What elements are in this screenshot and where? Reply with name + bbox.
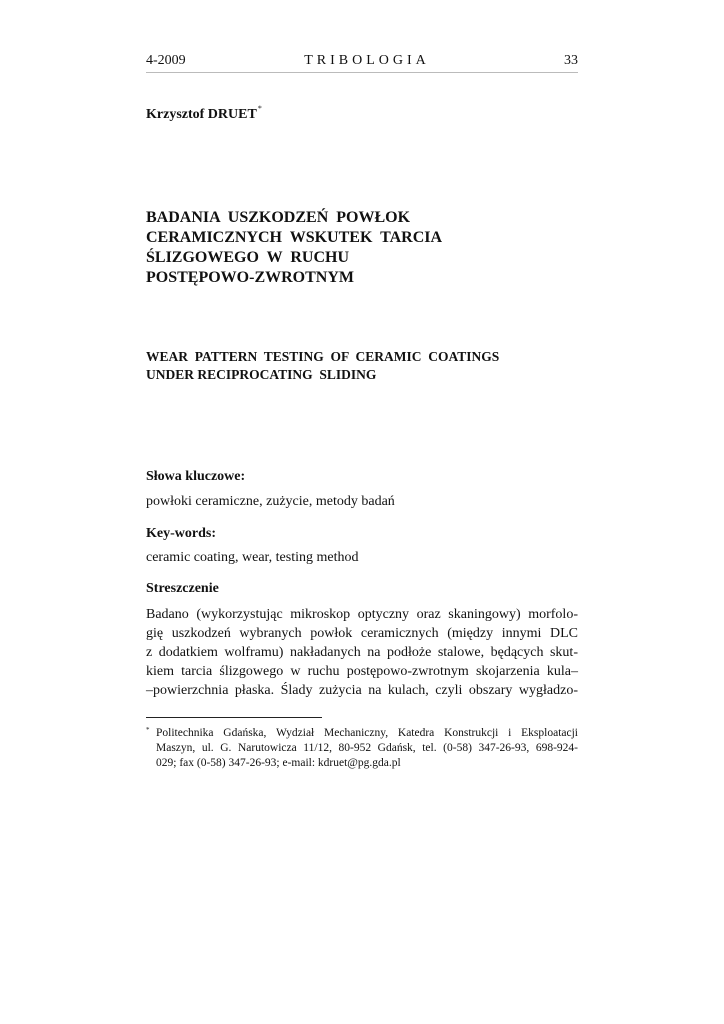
title-pl-line: ŚLIZGOWEGO W RUCHU xyxy=(146,249,350,266)
title-en-line: WEAR PATTERN TESTING OF CERAMIC COATINGS xyxy=(146,349,500,364)
title-pl-line: CERAMICZNYCH WSKUTEK TARCIA xyxy=(146,229,443,246)
footnote-marker: * xyxy=(146,726,150,734)
abstract-line: gię uszkodzeń wybranych powłok ceramicznych (między innymi DLC xyxy=(146,626,578,641)
header-rule xyxy=(146,72,578,73)
title-polish xyxy=(146,208,578,288)
footnote-line: Politechnika Gdańska, Wydział Mechaniczny, Katedra Konstrukcji i Eksploatacji xyxy=(156,727,578,739)
title-pl-line: POSTĘPOWO-ZWROTNYM xyxy=(146,269,355,286)
author-name: Krzysztof DRUET xyxy=(146,107,257,122)
footnote-line: Maszyn, ul. G. Narutowicza 11/12, 80-952 Gdańsk, tel. (0-58) 347-26-93, 698-924- xyxy=(156,742,578,754)
keywords-en-heading: Key-words: xyxy=(146,526,216,541)
footnote-rule xyxy=(146,717,322,718)
running-header xyxy=(146,52,578,72)
keywords-pl-heading: Słowa kluczowe: xyxy=(146,469,246,484)
keywords-en-text: ceramic coating, wear, testing method xyxy=(146,550,359,565)
abstract-line: kiem tarcia ślizgowego w ruchu postępowo-zwrotnym skojarzenia kula– xyxy=(146,664,578,679)
author-line xyxy=(146,104,262,123)
abstract-line: z dodatkiem wolframu) nakładanych na podłoże stalowe, będących skut- xyxy=(146,645,578,660)
issue-number: 4-2009 xyxy=(146,53,186,68)
abstract-line: –powierzchnia płaska. Ślady zużycia na kulach, czyli obszary wygładzo- xyxy=(146,683,578,698)
footnote xyxy=(146,726,578,771)
abstract-body xyxy=(146,605,578,700)
author-footnote-marker: * xyxy=(257,104,262,113)
footnote-line: 029; fax (0-58) 347-26-93; e-mail: kdruet@pg.gda.pl xyxy=(156,757,401,769)
page-number: 33 xyxy=(564,53,578,68)
title-english xyxy=(146,348,578,384)
keywords-pl-text: powłoki ceramiczne, zużycie, metody badań xyxy=(146,494,395,509)
title-en-line: UNDER RECIPROCATING SLIDING xyxy=(146,367,377,382)
abstract-line: Badano (wykorzystując mikroskop optyczny oraz skaningowy) morfolo- xyxy=(146,607,578,622)
journal-name: TRIBOLOGIA xyxy=(304,53,430,68)
abstract-heading: Streszczenie xyxy=(146,581,219,596)
title-pl-line: BADANIA USZKODZEŃ POWŁOK xyxy=(146,209,411,226)
